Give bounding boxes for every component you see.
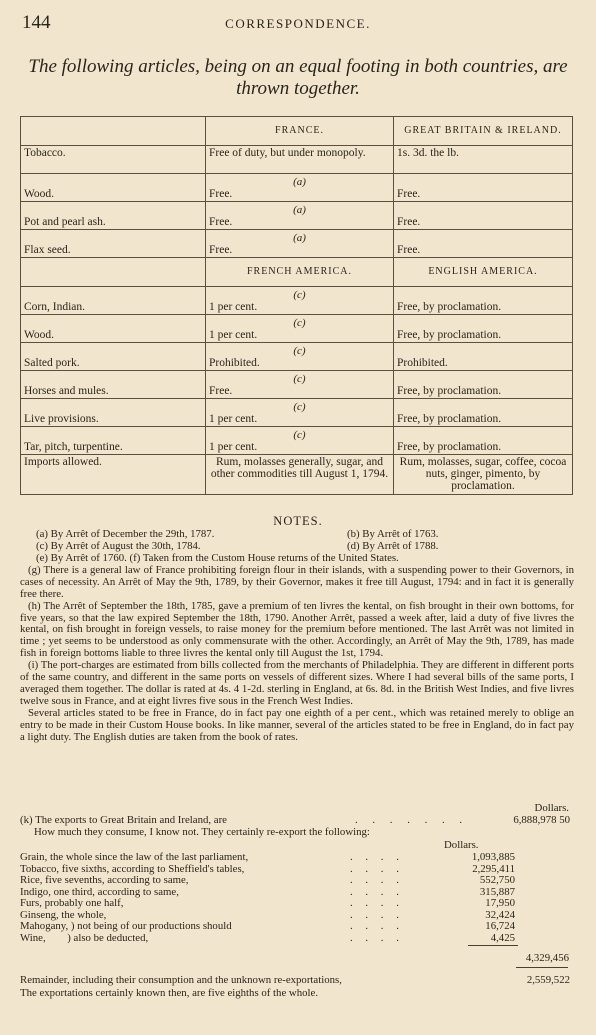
france-cell [206,315,394,343]
list-item [20,898,540,910]
list-item [20,875,540,887]
france-value: 1 per cent. [209,329,258,341]
reexport-label: Furs, probably one half, [20,897,124,909]
reexport-value: 17,950 [485,897,515,909]
table-row [21,230,573,258]
gb-value: Rum, molasses, sugar, coffee, cocoa nuts, ginger, pimento, by proclamation. [399,456,567,492]
note-ef: (e) By Arrêt of 1760. (f) Taken from the Custom House returns of the United States. [36,552,399,564]
reexport-value: 1,093,885 [471,851,515,863]
note-c: (c) By Arrêt of August the 30th, 1784. [36,540,201,552]
col-gb-header: GREAT BRITAIN & IRELAND. [394,117,573,146]
note-reference: (c) [293,429,306,441]
item-label: Horses and mules. [24,385,109,397]
gb-cell [394,202,573,230]
note-k-text: (k) The exports to Great Britain and Ireland, are [20,814,227,826]
france-cell [206,343,394,371]
note-g: (g) There is a general law of France prohibiting foreign flour in their islands, with a suspending power to their Governors, in cases of necessity. An Arrêt of May the 9th, 1789, by their Governor, makes it free till August, 1794: and in fact it is generally free there. [20,563,574,600]
item-cell [21,343,206,371]
item-label: Pot and pearl ash. [24,216,106,228]
leader-dots: . . . . . . . [355,814,469,826]
list-item [20,933,540,945]
item-label: Imports allowed. [24,456,102,468]
france-cell [206,287,394,315]
france-cell [206,146,394,174]
note-reference: (c) [293,373,306,385]
note-h: (h) The Arrêt of September the 18th, 1785, gave a premium of ten livres the kental, on fish brought in their own bottoms, for five years, so that the law expired September the 18th, 1790. Another Arrêt, passed a week after, laid a duty of five livres the kental, on fish brought in foreign vessels, to raise money for the premium before mentioned. The last Arrêt was not limited in time ; yet seems to be understood as only commensurate with the other. Accordingly, an Arrêt of May the 9th, 1789, has made fish in foreign bottoms liable to three livres the kental only till August the 1st, 1794. [20,599,574,660]
leader-dots: . . . . [350,874,404,886]
france-value: Free. [209,244,233,256]
gb-cell [394,371,573,399]
table-row [21,202,573,230]
france-cell [206,427,394,455]
notes-body [20,529,574,744]
note-reference: (a) [293,204,306,216]
closing-line: The exportations certainly known then, are five eighths of the whole. [20,987,319,999]
list-item [20,921,540,933]
gb-value: Free. [397,188,421,200]
france-cell [206,399,394,427]
item-cell [21,315,206,343]
sum-rule-2 [516,967,568,968]
reexport-intro: How much they consume, I know not. They certainly re-export the following: [34,826,370,838]
item-label: Tobacco. [24,147,66,159]
header-blank [21,258,206,287]
item-label: Salted pork. [24,357,80,369]
section-title: The following articles, being on an equal footing in both countries, are thrown together. [28,56,568,99]
leader-dots: . . . . [350,885,404,898]
page-number: 144 [22,12,51,33]
france-value: Rum, molasses generally, sugar, and other commodities till August 1, 1794. [210,456,389,480]
sum-rule [468,945,518,946]
item-cell [21,174,206,202]
gb-value: Prohibited. [397,357,448,369]
france-value: Free. [209,385,233,397]
gb-cell [394,174,573,202]
table-row [21,315,573,343]
note-reference: (c) [293,345,306,357]
gb-value: Free, by proclamation. [397,301,502,313]
gb-cell [394,343,573,371]
reexport-value: 2,295,411 [472,862,515,875]
gb-value: Free. [397,216,421,228]
header-blank [21,117,206,146]
gb-value: Free. [397,244,421,256]
table-row [21,287,573,315]
gb-value: Free, by proclamation. [397,329,502,341]
france-value: Free. [209,188,233,200]
gb-cell [394,427,573,455]
reexport-list [20,852,540,944]
france-cell [206,174,394,202]
france-value: Free of duty, but under monopoly. [209,147,366,159]
note-reference: (c) [293,401,306,413]
leader-dots: . . . . [350,908,404,921]
list-item [20,852,540,864]
reexport-value: 16,724 [485,920,515,932]
item-cell [21,455,206,495]
item-cell [21,399,206,427]
france-cell [206,455,394,495]
reexport-total: 4,329,456 [525,952,569,964]
note-a: (a) By Arrêt of December the 29th, 1787. [36,528,215,540]
note-several: Several articles stated to be free in France, do in fact pay one eighth of a per cent., which was retained merely to oblige an entry to be made in their Custom House books. In like manner, several of the articles stated to be free in England, do in fact pay a light duty. The English duties are taken from the book of rates. [20,706,574,743]
note-i: (i) The port-charges are estimated from bills collected from the merchants of Philadelphia. They are different in different ports of the same country, and different in the same ports on vessels of different sizes. Where I had several bills of the same ports, I averaged them together. The dollar is rated at 4s. 4 1-2d. sterling in England, at 6s. 8d. in the British West Indies, and five livres twelve sous in France, and at eight livres five sous in the French West Indies. [20,659,574,707]
table-row [21,371,573,399]
gb-value: Free, by proclamation. [397,413,502,425]
reexport-value: 32,424 [485,908,515,921]
reexport-label: Wine, ) also be deducted, [20,931,149,944]
gb-cell [394,455,573,495]
note-b: (b) By Arrêt of 1763. [347,528,439,540]
france-value: 1 per cent. [209,413,258,425]
reexport-label: Rice, five sevenths, according to same, [20,874,189,886]
gb-value: Free, by proclamation. [397,385,502,397]
table-row [21,343,573,371]
item-cell [21,202,206,230]
item-label: Corn, Indian. [24,301,86,313]
reexport-label: Tobacco, five sixths, according to Sheffield's tables, [20,862,245,875]
gb-cell [394,287,573,315]
leader-dots: . . . . [350,851,404,863]
item-cell [21,427,206,455]
note-pair-cd [20,541,574,553]
item-label: Wood. [24,188,55,200]
note-reference: (c) [293,289,306,301]
col-france-header: FRANCE. [206,117,394,146]
gb-value: 1s. 3d. the lb. [397,147,459,159]
table-row [21,399,573,427]
reexport-value: 4,425 [490,931,515,944]
col-french-america-header: FRENCH AMERICA. [206,258,394,287]
gb-cell [394,230,573,258]
item-cell [21,146,206,174]
table-row [21,427,573,455]
note-d: (d) By Arrêt of 1788. [347,540,439,552]
reexport-label: Mahogany, ) not being of our productions should [20,920,232,932]
note-k-amount: 6,888,978 50 [513,814,570,826]
gb-value: Free, by proclamation. [397,441,502,453]
note-reference: (a) [293,232,306,244]
page-header [22,12,574,34]
note-reference: (a) [293,176,306,188]
reexport-label: Grain, the whole since the law of the last parliament, [20,851,249,863]
item-cell [21,230,206,258]
france-value: Prohibited. [209,357,260,369]
item-cell [21,371,206,399]
dollars-heading-2: Dollars. [444,839,479,851]
tariff-table [20,116,573,495]
reexport-label: Ginseng, the whole, [20,908,107,921]
france-value: Free. [209,216,233,228]
france-value: 1 per cent. [209,441,258,453]
item-label: Tar, pitch, turpentine. [24,441,123,453]
note-k [20,814,570,826]
france-cell [206,202,394,230]
item-label: Live provisions. [24,413,99,425]
running-title: CORRESPONDENCE. [225,16,371,31]
item-label: Wood. [24,329,55,341]
table-section-europe [21,117,573,258]
remainder-line [20,974,570,986]
leader-dots: . . . . [350,897,404,909]
item-label: Flax seed. [24,244,71,256]
reexport-value: 552,750 [479,874,515,886]
item-cell [21,287,206,315]
table-row [21,174,573,202]
col-english-america-header: ENGLISH AMERICA. [394,258,573,287]
france-cell [206,371,394,399]
reexport-label: Indigo, one third, according to same, [20,885,179,898]
table-section-america [21,258,573,495]
remainder-text: Remainder, including their consumption and the unknown re-exportations, [20,974,342,986]
remainder-amount: 2,559,522 [526,974,570,986]
gb-cell [394,399,573,427]
leader-dots: . . . . [350,920,404,932]
reexport-value: 315,887 [479,885,515,898]
note-reference: (c) [293,317,306,329]
dollars-heading: Dollars. [534,802,569,814]
france-cell [206,230,394,258]
gb-cell [394,315,573,343]
leader-dots: . . . . [350,862,404,875]
notes-title: NOTES. [273,514,323,528]
gb-cell [394,146,573,174]
table-row [21,146,573,174]
leader-dots: . . . . [350,931,404,944]
table-row [21,455,573,495]
france-value: 1 per cent. [209,301,258,313]
